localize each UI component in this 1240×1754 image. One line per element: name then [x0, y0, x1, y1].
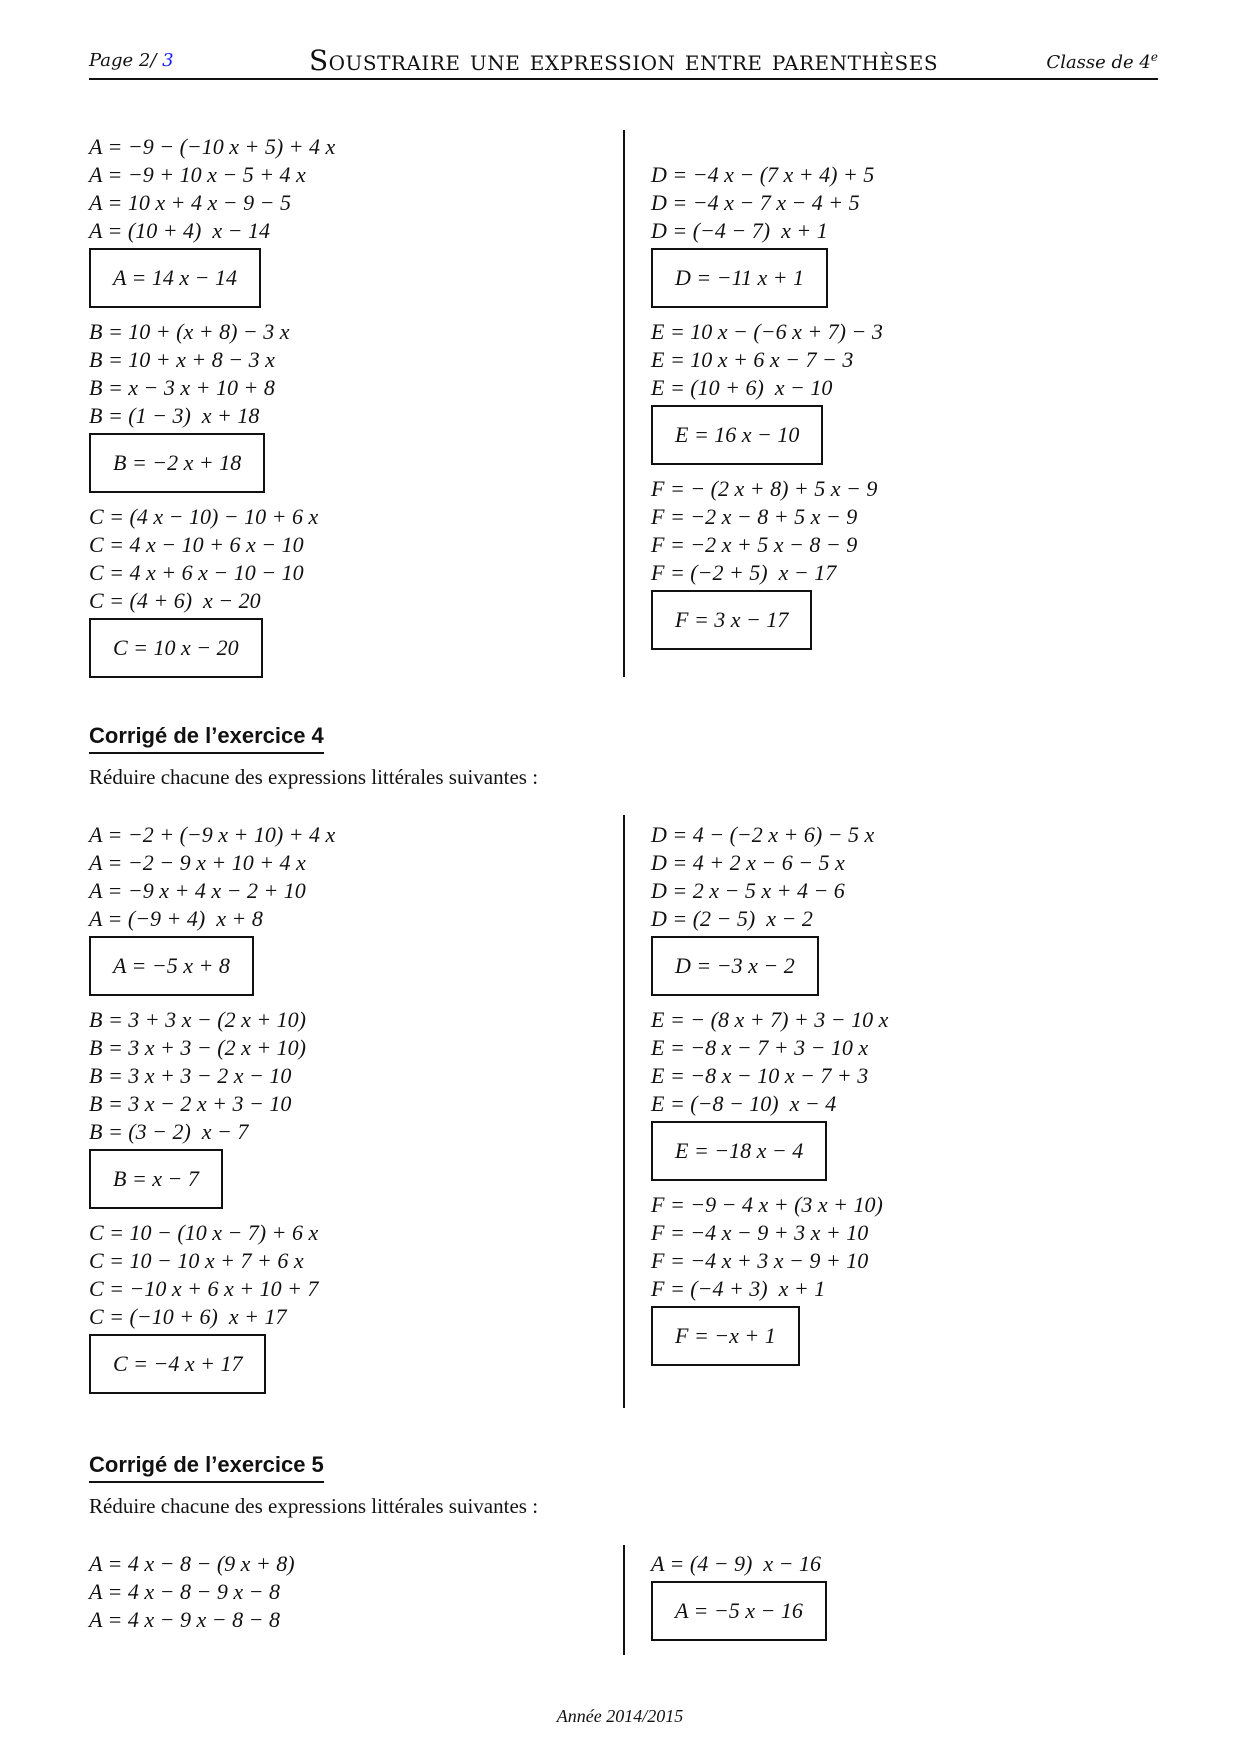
column-divider	[623, 130, 625, 677]
equation-line: D = 4 + 2 x − 6 − 5 x	[651, 850, 845, 875]
equation-line: D = 2 x − 5 x + 4 − 6	[651, 878, 845, 903]
equation-line: E = (10 + 6) x − 10	[651, 375, 833, 400]
page-header	[89, 42, 1158, 80]
equation-line: E = − (8 x + 7) + 3 − 10 x	[651, 1007, 889, 1032]
equation-line: F = −4 x + 3 x − 9 + 10	[651, 1248, 869, 1273]
equation-line: E = −8 x − 10 x − 7 + 3	[651, 1063, 869, 1088]
equation-line: F = −4 x − 9 + 3 x + 10	[651, 1220, 869, 1245]
equation-line: F = (−4 + 3) x + 1	[651, 1276, 826, 1301]
exercise4-instruction: Réduire chacune des expressions littérales suivantes :	[89, 765, 539, 789]
equation-line: B = 3 x − 2 x + 3 − 10	[89, 1091, 292, 1116]
column-divider	[623, 815, 625, 1408]
equation-line: C = (4 x − 10) − 10 + 6 x	[89, 504, 319, 529]
equation-line: E = 10 x − (−6 x + 7) − 3	[651, 319, 883, 344]
equation-line: A = 10 x + 4 x − 9 − 5	[89, 190, 291, 215]
exercise5-instruction: Réduire chacune des expressions littérales suivantes :	[89, 1494, 539, 1518]
equation-line: C = 4 x + 6 x − 10 − 10	[89, 560, 304, 585]
exercise4-right-column	[651, 821, 888, 1376]
boxed-result: A = −5 x − 16	[651, 1581, 827, 1641]
boxed-result: B = x − 7	[89, 1149, 223, 1209]
exercise5-title: Corrigé de l’exercice 5	[89, 1452, 324, 1483]
equation-group	[89, 133, 335, 318]
class-label	[1046, 50, 1158, 73]
exercise3-left-column	[89, 133, 335, 688]
equation-line: B = 10 + (x + 8) − 3 x	[89, 319, 290, 344]
page-footer: Année 2014/2015	[556, 1706, 684, 1726]
equation-line: B = 3 + 3 x − (2 x + 10)	[89, 1007, 307, 1032]
equation-line: E = (−8 − 10) x − 4	[651, 1091, 837, 1116]
equation-line: A = 4 x − 8 − 9 x − 8	[89, 1579, 280, 1604]
class-text: Classe de 4	[1046, 52, 1151, 73]
equation-line: C = 10 − 10 x + 7 + 6 x	[89, 1248, 304, 1273]
equation-line: A = −2 + (−9 x + 10) + 4 x	[89, 822, 336, 847]
exercise4-left-column	[89, 821, 335, 1404]
boxed-result: D = −11 x + 1	[651, 248, 828, 308]
document-title: Soustraire une expression entre parenthèses	[308, 44, 939, 77]
equation-line: A = −2 − 9 x + 10 + 4 x	[89, 850, 306, 875]
equation-group	[651, 1006, 888, 1191]
equation-line: C = −10 x + 6 x + 10 + 7	[89, 1276, 319, 1301]
equation-group	[651, 821, 888, 1006]
page-label: Page 2/	[89, 50, 163, 71]
equation-line: B = x − 3 x + 10 + 8	[89, 375, 275, 400]
equation-line: E = 10 x + 6 x − 7 − 3	[651, 347, 854, 372]
equation-line: A = −9 + 10 x − 5 + 4 x	[89, 162, 306, 187]
equation-line: A = −9 x + 4 x − 2 + 10	[89, 878, 306, 903]
boxed-result: E = 16 x − 10	[651, 405, 823, 465]
equation-line: C = (4 + 6) x − 20	[89, 588, 261, 613]
equation-line: D = (−4 − 7) x + 1	[651, 218, 828, 243]
boxed-result: C = −4 x + 17	[89, 1334, 266, 1394]
equation-line: E = −8 x − 7 + 3 − 10 x	[651, 1035, 869, 1060]
boxed-result: B = −2 x + 18	[89, 433, 265, 493]
equation-line: F = −2 x − 8 + 5 x − 9	[651, 504, 858, 529]
boxed-result: A = 14 x − 14	[89, 248, 261, 308]
equation-line: B = (1 − 3) x + 18	[89, 403, 260, 428]
equation-line: A = (4 − 9) x − 16	[651, 1551, 821, 1576]
equation-group	[89, 318, 335, 503]
exercise4-title: Corrigé de l’exercice 4	[89, 723, 324, 754]
equation-group	[89, 821, 335, 1006]
equation-line: D = 4 − (−2 x + 6) − 5 x	[651, 822, 875, 847]
equation-line: B = 3 x + 3 − (2 x + 10)	[89, 1035, 307, 1060]
equation-group	[89, 1219, 335, 1404]
equation-line: F = −9 − 4 x + (3 x + 10)	[651, 1192, 883, 1217]
equation-group	[651, 1550, 827, 1651]
equation-line: F = (−2 + 5) x − 17	[651, 560, 837, 585]
class-superscript: e	[1150, 50, 1158, 64]
equation-group	[89, 1006, 335, 1219]
boxed-result: C = 10 x − 20	[89, 618, 263, 678]
equation-line: A = 4 x − 8 − (9 x + 8)	[89, 1551, 295, 1576]
equation-line: A = −9 − (−10 x + 5) + 4 x	[89, 134, 336, 159]
boxed-result: E = −18 x − 4	[651, 1121, 827, 1181]
equation-line: C = 4 x − 10 + 6 x − 10	[89, 532, 304, 557]
equation-line: B = 10 + x + 8 − 3 x	[89, 347, 275, 372]
equation-line: A = (−9 + 4) x + 8	[89, 906, 263, 931]
equation-group	[89, 1550, 295, 1634]
equation-line: D = (2 − 5) x − 2	[651, 906, 813, 931]
page-total-link[interactable]: 3	[162, 50, 174, 71]
exercise5-right-column	[651, 1550, 827, 1651]
boxed-result: F = −x + 1	[651, 1306, 800, 1366]
equation-group	[651, 1191, 888, 1376]
exercise5-left-column	[89, 1550, 295, 1634]
equation-line: A = (10 + 4) x − 14	[89, 218, 270, 243]
boxed-result: F = 3 x − 17	[651, 590, 812, 650]
exercise3-right-column	[651, 161, 883, 660]
equation-line: C = (−10 + 6) x + 17	[89, 1304, 287, 1329]
equation-group	[89, 503, 335, 688]
column-divider	[623, 1545, 625, 1655]
equation-line: A = 4 x − 9 x − 8 − 8	[89, 1607, 280, 1632]
equation-line: D = −4 x − (7 x + 4) + 5	[651, 162, 875, 187]
equation-group	[651, 161, 883, 318]
equation-line: C = 10 − (10 x − 7) + 6 x	[89, 1220, 319, 1245]
boxed-result: D = −3 x − 2	[651, 936, 819, 996]
equation-group	[651, 318, 883, 475]
equation-line: B = 3 x + 3 − 2 x − 10	[89, 1063, 292, 1088]
boxed-result: A = −5 x + 8	[89, 936, 254, 996]
equation-group	[651, 475, 883, 660]
equation-line: D = −4 x − 7 x − 4 + 5	[651, 190, 860, 215]
equation-line: F = −2 x + 5 x − 8 − 9	[651, 532, 858, 557]
equation-line: B = (3 − 2) x − 7	[89, 1119, 249, 1144]
equation-line: F = − (2 x + 8) + 5 x − 9	[651, 476, 878, 501]
